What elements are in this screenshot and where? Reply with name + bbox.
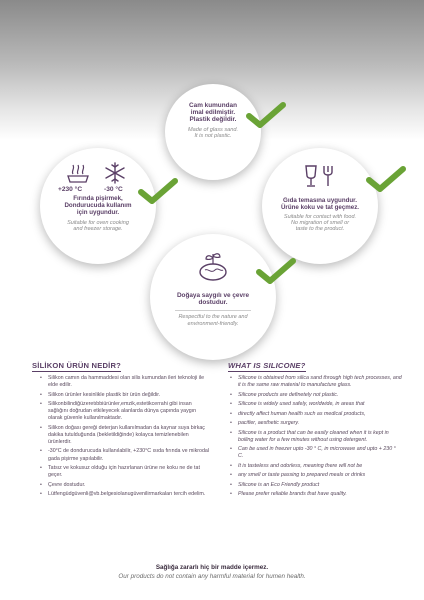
oven-bold-3: için uygundur. xyxy=(76,208,120,216)
list-item: • Silicone is an Eco Friendly product xyxy=(230,482,402,489)
list-item: • Silicone is a product that can be easily cleaned when it is kept in boiling water for a few minutes without using detergent. xyxy=(230,430,402,444)
list-item: • Silikon camın da hammaddesi olan silis kumundan ileri teknoloji ile elde edilir. xyxy=(40,375,210,389)
snowflake-icon xyxy=(104,162,126,184)
food-contact-circle xyxy=(262,148,378,264)
glass-bold-2: imal edilmiştir. xyxy=(190,109,236,117)
eco-friendly-circle xyxy=(150,234,276,360)
check-icon xyxy=(256,258,296,284)
oven-bold-1: Fırında pişirmek, xyxy=(73,195,123,202)
footer-english: Our products do not contain any harmful material for humen health. xyxy=(118,573,306,580)
left-heading: SİLİKON ÜRÜN NEDİR? xyxy=(32,361,122,370)
oven-italic-1: Suitable for oven cooking xyxy=(67,219,129,226)
list-item: • It is tasteless and odorless, meaning there will not be xyxy=(230,463,402,470)
footer-turkish: Sağlığa zararlı hiç bir madde içermez. xyxy=(155,564,269,571)
eco-italic-1: Respectful to the nature and xyxy=(178,314,248,321)
list-item: • Silikonbilindiğüzeretıbbiürünler,emzik,estetikcerrahi gibi insan sağlığını doğrudan etkileyecek alanlarda dünya çapında yaygın olarak güvenle kullanılmaktadır. xyxy=(40,401,210,422)
glass-icon xyxy=(304,164,318,188)
list-item: • Silikon ürünler kesinlikle plastik bir ürün değildir. xyxy=(40,392,210,399)
food-italic-1: Suitable for contact with food. xyxy=(283,213,357,220)
oven-bold-2: Dondurucuda kullanım xyxy=(64,201,132,209)
food-italic-3: taste to the product. xyxy=(295,226,345,233)
oven-freezer-circle xyxy=(40,148,156,264)
check-icon xyxy=(246,102,286,128)
list-item: • Silicone is obtained from silica sand through high tech processes, and it is the same raw material to manufacture glass. xyxy=(230,375,402,389)
list-item: • Silicone products are definetely not plastic. xyxy=(230,392,402,399)
list-item: • Silikon doğası gereği deterjan kullanılmadan da kaynar suya birkaç dakika tutulduğunda (bekletildiğinde) kolayca temizlenebilen ürünlerdir. xyxy=(40,425,210,446)
temp-hot: +230 °C xyxy=(58,186,83,193)
list-item: • Silicone is widely used safely, worldwide, in areas that xyxy=(230,401,402,408)
check-icon xyxy=(138,178,178,204)
glass-italic-1: Made of glass sand. xyxy=(187,126,239,133)
glass-bold-3: Plastik değildir. xyxy=(189,116,237,124)
fork-icon xyxy=(322,164,334,188)
eco-bold-1: Doğaya saygılı ve çevre xyxy=(176,292,250,299)
fire-icon xyxy=(64,162,92,184)
list-item: • pacifier, aesthetic surgery. xyxy=(230,420,402,427)
food-bold-1: Gıda temasına uygundur. xyxy=(283,197,357,204)
list-item: • directly affect human health such as medical products, xyxy=(230,411,402,418)
list-item: • Can be used in freezer upto -30 ° C, in microwave and upto + 230 ° C. xyxy=(230,446,402,460)
right-heading: WHAT IS SILICONE? xyxy=(228,361,306,370)
glass-sand-circle xyxy=(165,84,261,180)
divider xyxy=(175,310,251,311)
left-list xyxy=(40,375,210,501)
temp-cold: -30 °C xyxy=(104,186,123,193)
list-item: • Çevre dostudur. xyxy=(40,482,210,489)
right-list xyxy=(230,375,402,501)
food-italic-2: No migration of smell or xyxy=(290,220,350,227)
glass-italic-2: It is not plastic. xyxy=(194,132,232,139)
check-icon xyxy=(366,166,406,192)
glass-bold-1: Cam kumundan xyxy=(189,102,237,109)
list-item: • any smell or taste passing to prepared meals or drinks xyxy=(230,472,402,479)
list-item: • -30°C de dondurucuda kullanılabilir, +230°C ısıda fırında ve mikrodal gada pişirme yapılabilir. xyxy=(40,448,210,462)
list-item: • Please prefer reliable brands that have quality. xyxy=(230,491,402,498)
eco-bold-2: dostudur. xyxy=(198,299,228,307)
oven-italic-2: and freezer storage. xyxy=(73,225,123,232)
food-bold-2: Ürüne koku ve tat geçmez. xyxy=(280,203,360,211)
eco-italic-2: environment-friendly. xyxy=(187,320,239,327)
list-item: • Lütfengüdgüvenli@vb.belgesiolanugüvenilirmarkaları tercih edelim. xyxy=(40,491,210,498)
earth-plant-icon xyxy=(195,250,231,282)
list-item: • Tatsız ve kokusuz olduğu için hazırlanan ürüne ne koku ne de tat geçer. xyxy=(40,465,210,479)
